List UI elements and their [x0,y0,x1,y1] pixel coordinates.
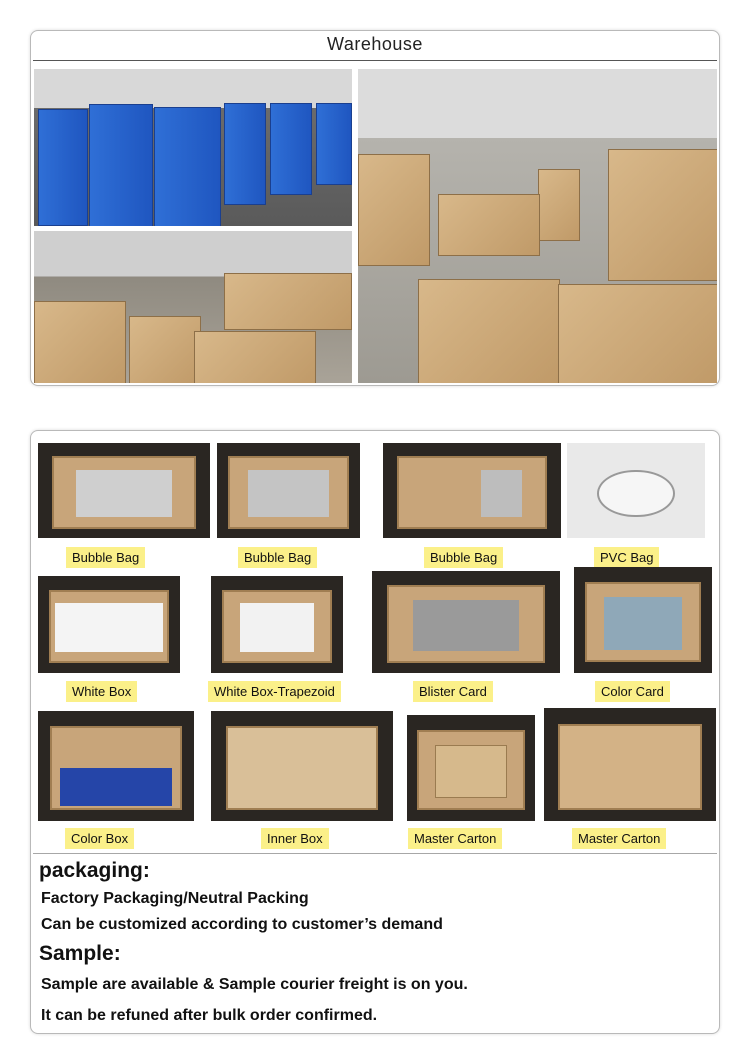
crate-stack [224,103,266,205]
packaging-photo-bubble-bag [217,443,360,538]
crate-stack [38,109,88,226]
packaging-photo-inner-box [211,711,393,821]
crate-stack [154,107,221,226]
photo-blue-crates [34,69,352,226]
photo-warehouse-floor [34,231,352,383]
packaging-photo-white-box [38,576,180,673]
carton-stack [418,279,560,383]
packaging-line-2: Can be customized according to customer’s demand [41,916,443,933]
crate-stack [270,103,312,195]
crate-stack [89,104,153,226]
option-label: Color Box [65,828,134,849]
carton-stack [558,284,717,383]
carton-stack [438,194,540,256]
option-label: Master Carton [408,828,502,849]
packaging-photo-white-box-trapezoid [211,576,343,673]
option-label: White Box [66,681,137,702]
photo-stacked-cartons [358,69,717,383]
packaging-photo-blister-card [372,571,560,673]
option-label: PVC Bag [594,547,659,568]
carton-stack [608,149,717,281]
sample-line-2: It can be refuned after bulk order confirmed. [41,1007,378,1024]
carton-pile [224,273,352,330]
crate-stack [316,103,352,185]
carton-stack [358,154,430,266]
sample-heading: Sample: [39,942,121,965]
option-label: Bubble Bag [238,547,317,568]
option-label: Bubble Bag [66,547,145,568]
packaging-panel [30,430,720,1034]
packaging-photo-master-carton [407,715,535,821]
packaging-photo-bubble-bag [383,443,561,538]
sample-line-1: Sample are available & Sample courier freight is on you. [41,976,468,993]
warehouse-panel [30,30,720,386]
packaging-line-1: Factory Packaging/Neutral Packing [41,890,309,907]
option-label: Color Card [595,681,670,702]
carton-stack [538,169,580,241]
option-label: Master Carton [572,828,666,849]
packaging-heading: packaging: [39,859,150,882]
warehouse-title: Warehouse [327,34,423,54]
packaging-photo-master-carton [544,708,716,821]
option-label: Inner Box [261,828,329,849]
carton-pile [194,331,316,383]
packaging-photo-bubble-bag [38,443,210,538]
packaging-photo-pvc-bag [567,443,705,538]
carton-pile [34,301,126,383]
title-divider [33,60,717,61]
option-label: Bubble Bag [424,547,503,568]
option-label: White Box-Trapezoid [208,681,341,702]
packaging-photo-color-box [38,711,194,821]
option-label: Blister Card [413,681,493,702]
section-divider [33,853,717,854]
carton-pile [129,316,201,383]
packaging-photo-color-card [574,567,712,673]
